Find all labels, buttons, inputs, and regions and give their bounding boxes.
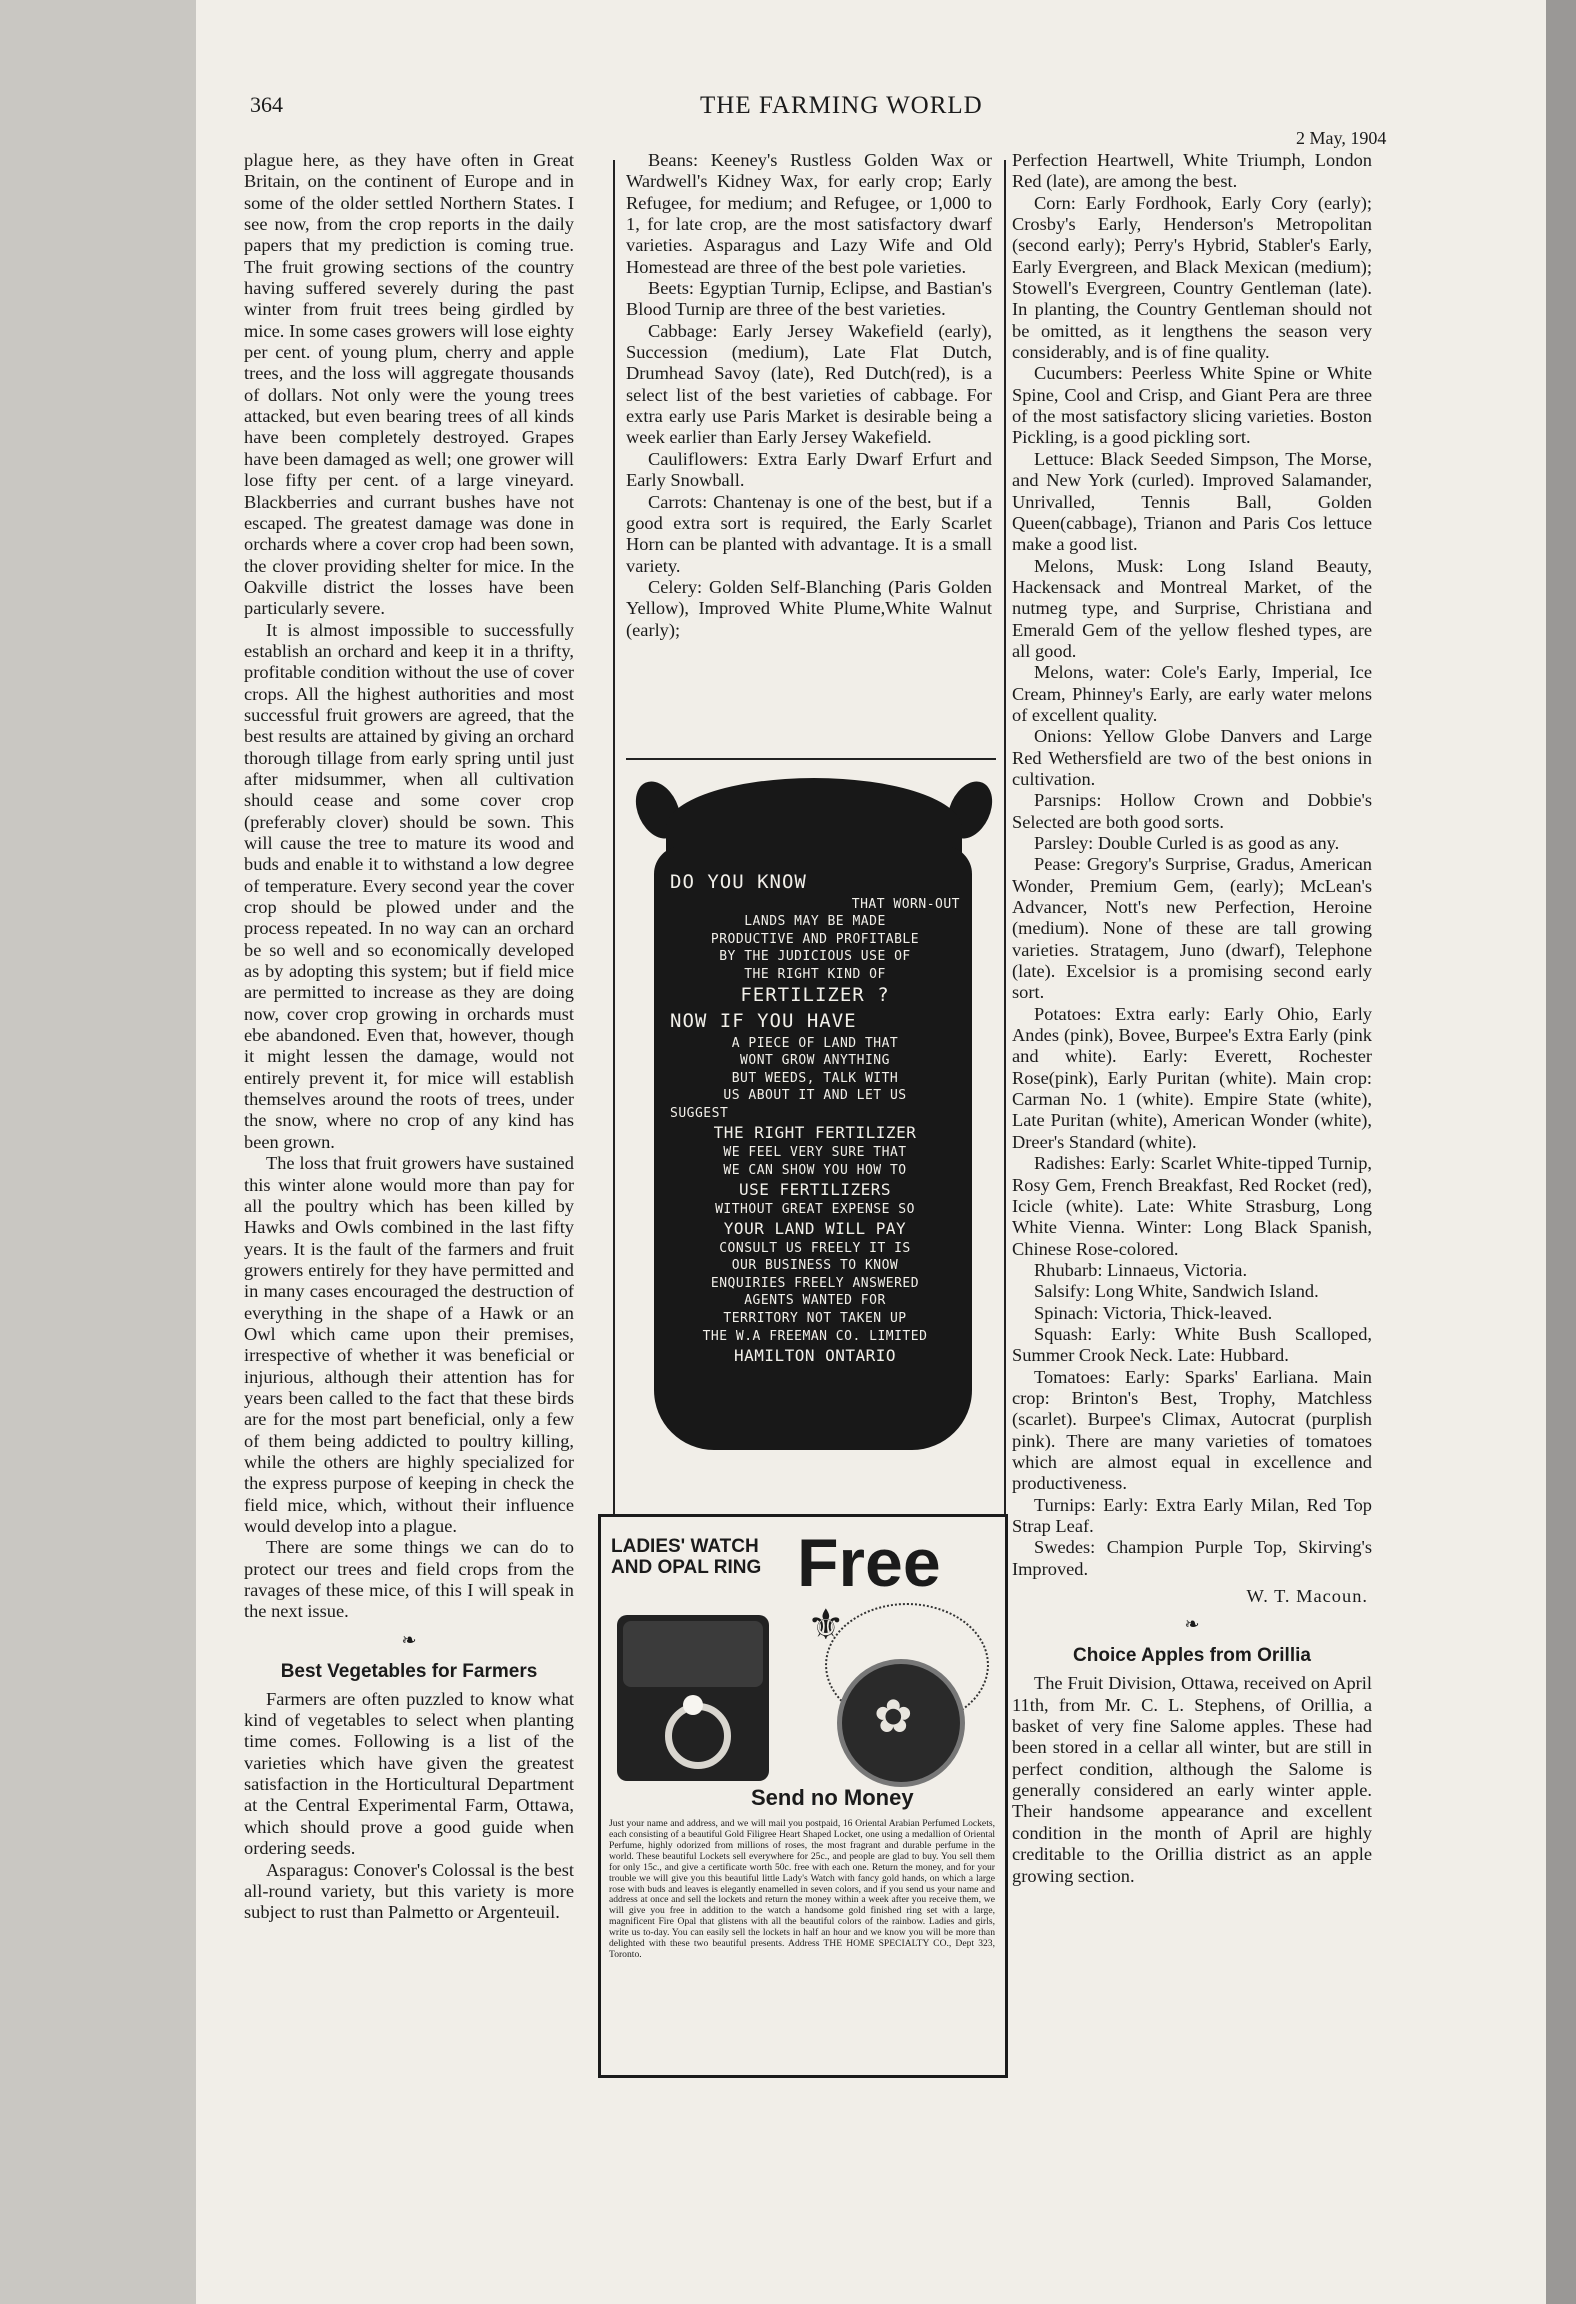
ad-line: FERTILIZER ? <box>740 984 890 1007</box>
ad-line: HAMILTON ONTARIO <box>733 1346 897 1366</box>
ad-subheading: Send no Money <box>751 1785 914 1810</box>
ad-line: ENQUIRIES FREELY ANSWERED <box>710 1275 920 1291</box>
opal-stone-icon <box>683 1695 703 1715</box>
column-1 <box>244 150 574 1924</box>
paragraph: Cauliflowers: Extra Early Dwarf Erfurt and Early Snowball. <box>626 448 992 491</box>
paragraph: plague here, as they have often in Great Britain, on the continent of Europe and in some of the older settled Northern States. I see now, from the crop reports in the daily papers that my prediction is coming true. The fruit growing sections of the country having suffered severely during the past winter from fruit trees being girdled by mice. In some cases growers will lose eighty per cent. of young plum, cherry and apple trees, and the loss will aggregate thousands of dollars. Not only were the young trees attacked, but even bearing trees of all kinds have been completely destroyed. Grapes have been damaged as well; one grower will lose fifty per cent. of a large vineyard. Blackberries and currant bushes have not escaped. The greatest damage was done in orchards where a cover crop had been sown, the clover providing shelter for mice. In the Oakville district the losses have been particularly severe. <box>244 150 574 619</box>
watch-advertisement <box>598 1514 1008 2078</box>
ad-line: YOUR LAND WILL PAY <box>723 1219 907 1239</box>
ad-body: Just your name and address, and we will mail you postpaid, 16 Oriental Arabian Perfumed Lockets, each consisting of a beautiful Gold Filigree Heart Shaped Locket, one using a medallion of Oriental Perfume, highly odorized from millions of roses, the most fragrant and durable perfume in the world. These beautiful Lockets sell everywhere for 25c., and people are glad to buy. You sell them for only 15c., and give a certificate worth 50c. free with each one. Return the money, and for your trouble we will give you this beautiful little Lady's Watch with fancy gold hands, on which a large rose with buds and leaves is elegantly enamelled in seven colors, and if you send us your name and address at once and sell the lockets and return the money within a week after you receive them, we will give you free in addition to the watch a handsome gold finished ring set with a large, magnificent Fire Opal that glistens with all the beautiful colors of the rainbow. Ladies and girls, write us to-day. You can easily sell the lockets in half an hour and we know you will be more than delighted with these two beautiful presents. Address THE HOME SPECIALTY CO., Dept 323, Toronto. <box>609 1818 995 1961</box>
ad-line: USE FERTILIZERS <box>739 1180 891 1200</box>
ad-headline-line: AND OPAL RING <box>611 1556 762 1578</box>
rose-icon: ✿ <box>874 1691 913 1742</box>
column-2 <box>626 150 992 641</box>
paragraph: Salsify: Long White, Sandwich Island. <box>1034 1281 1319 1302</box>
section-heading: Best Vegetables for Farmers <box>280 1660 538 1682</box>
paragraph: Swedes: Champion Purple Top, Skirving's Improved. <box>1012 1537 1372 1579</box>
paragraph: Onions: Yellow Globe Danvers and Large Red Wethersfield are two of the best onions in cultivation. <box>1012 726 1372 789</box>
paragraph: Cabbage: Early Jersey Wakefield (early), Succession (medium), Late Flat Dutch, Drumhead Savoy (late), Red Dutch(red), is a select list of the best varieties of cabbage. For extra early use Paris Market is desirable being a week earlier than Early Jersey Wakefield. <box>626 320 992 448</box>
ad-line: BUT WEEDS, TALK WITH <box>731 1070 899 1086</box>
ad-line: TERRITORY NOT TAKEN UP <box>723 1311 907 1326</box>
ad-line: WE CAN SHOW YOU HOW TO <box>723 1162 907 1178</box>
ad-line: LANDS MAY BE MADE <box>744 914 886 930</box>
article-rule <box>626 758 996 760</box>
paragraph: Melons, Musk: Long Island Beauty, Hackensack and Montreal Market, of the nutmeg type, and Surprise, Christiana and Emerald Gem of the yellow fleshed types, are all good. <box>1012 555 1372 661</box>
author-signature: W. T. Macoun. <box>1246 1586 1368 1607</box>
ad-line: NOW IF YOU HAVE <box>670 1010 857 1033</box>
paragraph: Asparagus: Conover's Colossal is the best all-round variety, but this variety is more subject to rust than Palmetto or Argenteuil. <box>244 1859 574 1923</box>
paragraph: Spinach: Victoria, Thick-leaved. <box>1034 1302 1273 1323</box>
issue-date: 2 May, 1904 <box>1296 128 1387 148</box>
ad-line: SUGGEST <box>670 1105 729 1121</box>
paragraph: Parsley: Double Curled is as good as any. <box>1034 833 1340 853</box>
paragraph: There are some things we can do to protect our trees and field crops from the ravages of these mice, of this I will speak in the next issue. <box>244 1537 574 1622</box>
ad-line: DO YOU KNOW <box>670 871 807 893</box>
paragraph: Beans: Keeney's Rustless Golden Wax or Wardwell's Kidney Wax, for early crop; Early Refugee, for medium; and Refugee, or 1,000 to 1, for late crop, are the most satisfactory dwarf varieties. Asparagus and Lazy Wife and Old Homestead are three of the best pole varieties. <box>626 150 992 277</box>
paragraph: It is almost impossible to successfully establish an orchard and keep it in a thrifty, profitable condition without the use of cover crops. All the highest authorities and most successful fruit growers are agreed, that the best results are attained by giving an orchard thorough tillage from early spring until just after midsummer, when all cultivation should cease and some cover crop (preferably clover) should be sown. This will cause the tree to mature its wood and buds and enable it to withstand a low degree of temperature. Every second year the cover crop should be plowed under and the process repeated. In no way can an orchard be so well and so economically developed as by adopting this system; but if field mice are permitted to increase as they are doing now, cover crop growing in orchards must ebe abandoned. Even that, however, though it might lessen the damage, would not entirely prevent it, for mice will establish themselves around the roots of trees, under the snow, where no crop of any kind has been grown. <box>244 619 574 1152</box>
paragraph: Parsnips: Hollow Crown and Dobbie's Selected are both good sorts. <box>1012 790 1372 832</box>
column-3 <box>1012 150 1372 1887</box>
ad-headline-line: LADIES' WATCH <box>611 1536 759 1557</box>
ad-line: PRODUCTIVE AND PROFITABLE <box>710 931 920 947</box>
paragraph: Cucumbers: Peerless White Spine or White Spine, Cool and Crisp, and Giant Pera are three of the most satisfactory slicing varieties. Boston Pickling, is a good pickling sort. <box>1012 363 1372 448</box>
paragraph: Turnips: Early: Extra Early Milan, Red Top Strap Leaf. <box>1012 1494 1372 1536</box>
ad-line: AGENTS WANTED FOR <box>744 1293 886 1309</box>
paragraph: Potatoes: Extra early: Early Ohio, Early Andes (pink), Bovee, Burpee's Extra Early (pink and white). Early: Everett, Rochester Rose(pink), Early Puritan (white). Main crop: Carman No. 1 (white). Empire State (white), Late Puritan (white), American Wonder (white), Dreer's Standard (white). <box>1012 1003 1372 1152</box>
sack-text <box>670 870 960 1367</box>
paragraph: Carrots: Chantenay is one of the best, but if a good extra sort is required, the Early Scarlet Horn can be planted with advantage. It is a small variety. <box>626 491 992 576</box>
paragraph: Farmers are often puzzled to know what kind of vegetables to select when planting time comes. Following is a list of the varieties which have given the greatest satisfaction in the Horticultural Department at the Central Experimental Farm, Ottawa, which should prove a good guide when ordering seeds. <box>244 1688 574 1859</box>
ad-free-label: Free <box>797 1525 941 1601</box>
fleuron-icon: ❧ <box>401 1629 417 1650</box>
paragraph: Beets: Egyptian Turnip, Eclipse, and Bastian's Blood Turnip are three of the best varieties. <box>626 278 992 320</box>
paragraph: Tomatoes: Early: Sparks' Earliana. Main crop: Brinton's Best, Trophy, Matchless (scarlet). Burpee's Climax, Autocrat (purplish pink). There are many varieties of tomatoes which are almost equal in excellence and productiveness. <box>1012 1366 1372 1494</box>
ad-line: THE W.A FREEMAN CO. LIMITED <box>702 1328 928 1344</box>
ad-line: A PIECE OF LAND THAT <box>731 1035 899 1051</box>
paragraph: The loss that fruit growers have sustained this winter alone would more than pay for all the poultry which has been killed by Hawks and Owls combined in the last fifty years. It is the fault of the farmers and fruit growers entirely for they have permitted and in many cases encouraged the destruction of everything in the shape of a Hawk or an Owl which came upon their premises, irrespective of whether it was beneficial or injurious, although their attention has for years been called to the fact that these birds are for the most part beneficial, only a few of them being addicted to poultry killing, while the others are highly specialized for the express purpose of keeping in check the field mice, which, without their influence would develop into a plague. <box>244 1153 574 1536</box>
ad-line: US ABOUT IT AND LET US <box>723 1088 907 1104</box>
ad-line: THAT WORN-OUT <box>851 896 960 912</box>
paragraph: Radishes: Early: Scarlet White-tipped Turnip, Rosy Gem, French Breakfast, Red Rocket (red), Icicle (white). Late: White Strasburg, Long White Vienna. Winter: Long Black Spanish, Chinese Rose-colored. <box>1012 1153 1372 1259</box>
ad-line: WE FEEL VERY SURE THAT <box>723 1144 907 1160</box>
fleuron-icon: ❧ <box>1184 1614 1200 1635</box>
page-number: 364 <box>250 92 283 117</box>
paragraph: Celery: Golden Self-Blanching (Paris Golden Yellow), Improved White Plume,White Walnut (early); <box>626 576 992 640</box>
paragraph: Lettuce: Black Seeded Simpson, The Morse, and New York (curled). Improved Salamander, Unrivalled, Tennis Ball, Golden Queen(cabbage), Trianon and Paris Cos lettuce make a good list. <box>1012 448 1372 555</box>
ad-line: OUR BUSINESS TO KNOW <box>731 1258 899 1274</box>
ad-line: BY THE JUDICIOUS USE OF <box>719 949 911 965</box>
page-edge <box>1546 0 1576 2304</box>
fleur-de-lis-icon: ⚜ <box>807 1603 845 1649</box>
section-heading: Choice Apples from Orillia <box>1073 1645 1311 1667</box>
ad-line: WONT GROW ANYTHING <box>740 1053 890 1069</box>
paragraph: The Fruit Division, Ottawa, received on April 11th, from Mr. C. L. Stephens, of Orillia, a basket of very fine Salome apples. These had been stored in a cellar all winter, but are still in perfect condition, although the Salome is generally considered an early winter apple. Their handsome appearance and excellent condition in the month of April are highly creditable to the Orillia district as an apple growing section. <box>1012 1673 1372 1886</box>
ring-box-icon <box>617 1615 769 1781</box>
paragraph: Perfection Heartwell, White Triumph, London Red (late), are among the best. <box>1012 150 1372 192</box>
running-title: THE FARMING WORLD <box>700 92 983 119</box>
ad-headline <box>611 1537 761 1579</box>
ring-box-lid <box>623 1621 763 1687</box>
paragraph: Squash: Early: White Bush Scalloped, Summer Crook Neck. Late: Hubbard. <box>1012 1323 1372 1366</box>
ad-line: THE RIGHT KIND OF <box>744 966 886 982</box>
fertilizer-advertisement <box>626 770 996 1510</box>
ad-line: THE RIGHT FERTILIZER <box>713 1123 917 1143</box>
ad-line: WITHOUT GREAT EXPENSE SO <box>715 1201 915 1217</box>
paragraph: Corn: Early Fordhook, Early Cory (early); Crosby's Early, Henderson's Metropolitan (second early); Perry's Hybrid, Stabler's Early, Early Evergreen, and Black Mexican (medium); Stowell's Evergreen, Country Gentleman (late). In planting, the Country Gentleman should not be omitted, as it lengthens the season very considerably, and is of fine quality. <box>1012 192 1372 363</box>
paragraph: Pease: Gregory's Surprise, Gradus, American Wonder, Premium Gem, (early); McLean's Advancer, Nott's new Perfection, Heroine (medium). None of these are tall growing varieties. Stratagem, Juno (dwarf), Telephone (late). Excelsior is a promising second early sort. <box>1012 854 1372 1003</box>
paragraph: Rhubarb: Linnaeus, Victoria. <box>1034 1259 1248 1280</box>
paragraph: Melons, water: Cole's Early, Imperial, Ice Cream, Phinney's Early, are early water melons of excellent quality. <box>1012 662 1372 725</box>
watch-icon <box>837 1659 965 1787</box>
ad-line: CONSULT US FREELY IT IS <box>719 1240 911 1256</box>
